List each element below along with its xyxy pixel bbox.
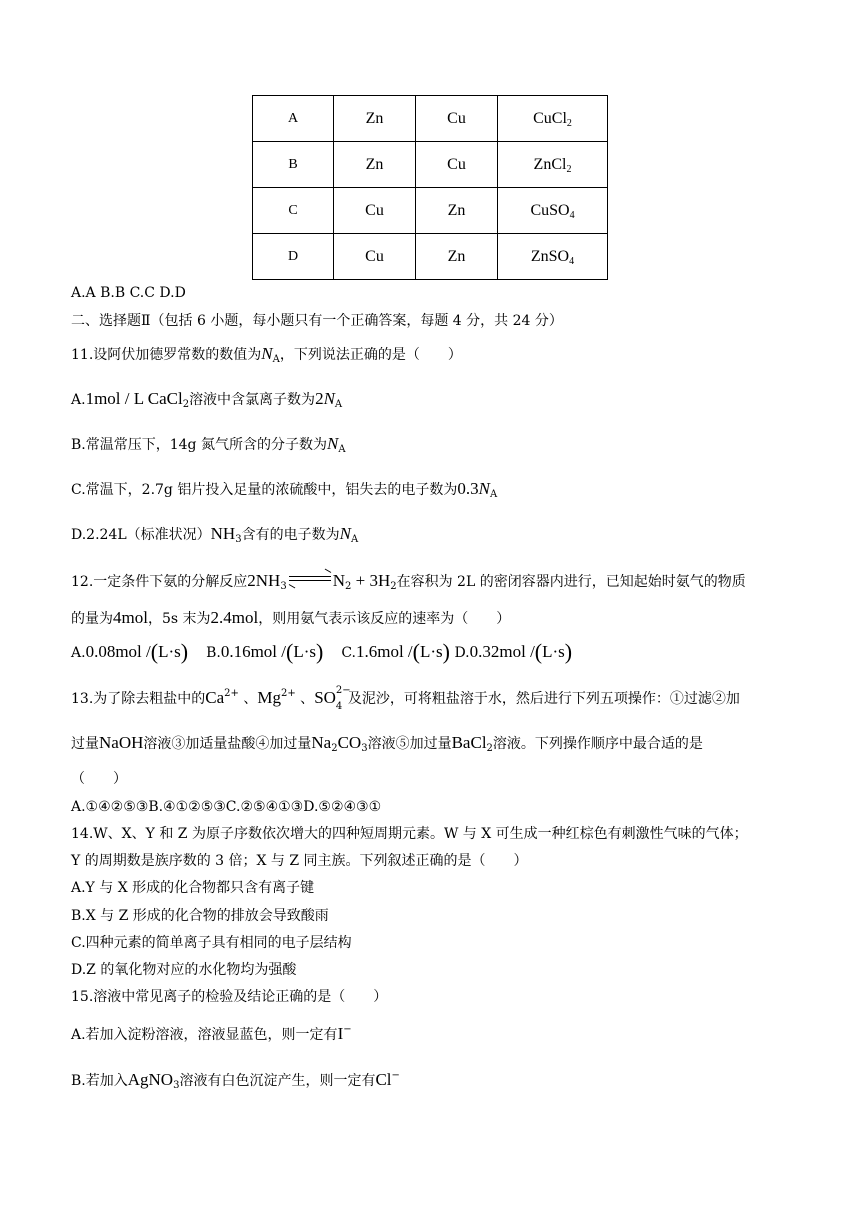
question-15-option-b: B.若加入AgNO$_3$溶液有白色沉淀产生，则一定有Cl−: [71, 1070, 400, 1091]
table-cell: CuSO$_4$: [498, 188, 608, 234]
question-15-stem: 15.溶液中常见离子的检验及结论正确的是（ ）: [71, 989, 388, 1005]
options-table: [252, 95, 608, 280]
question-12-stem-line1: 12.一定条件下氨的分解反应$2NH_3$ $N_2 + 3H_2$在容积为 2L 的密闭容器内进行，已知起始时氨气的物质: [71, 572, 746, 591]
table-cell: CuCl$_2$: [498, 96, 608, 142]
question-13-stem-line1: 13.为了除去粗盐中的$Ca^{2+}$ 、$Mg^{2+}$ 、SO 2− 4 及泥沙，可将粗盐溶于水，然后进行下列五项操作：①过滤②加: [71, 685, 740, 712]
question-11-option-a: A.1mol / L CaCl$_2$溶液中含氯离子数为$2N_A$: [71, 389, 343, 410]
question-14-option-c: C.四种元素的简单离子具有相同的电子层结构: [71, 935, 352, 951]
q10-answer-options: A.A B.B C.C D.D: [71, 285, 186, 301]
question-11-option-d: D.2.24L（标准状况）$NH_3$含有的电子数为$N_A$: [71, 524, 359, 545]
question-13-stem-line3: （ ）: [71, 771, 127, 787]
table-row: [253, 96, 608, 142]
row-label: B: [253, 142, 334, 188]
question-14-stem-line1: 14.W、X、Y 和 Z 为原子序数依次增大的四种短周期元素。W 与 X 可生成一种红棕色有刺激性气味的气体；: [71, 826, 748, 842]
table-cell: Cu: [416, 142, 498, 188]
table-cell: Cu: [416, 96, 498, 142]
question-11-option-c: C.常温下，2.7g 铝片投入足量的浓硫酸中，铝失去的电子数为$0.3N_A$: [71, 479, 498, 500]
table-row: [253, 142, 608, 188]
row-label: C: [253, 188, 334, 234]
table-cell: Cu: [334, 188, 416, 234]
row-label: D: [253, 234, 334, 280]
table-cell: Zn: [334, 96, 416, 142]
question-14-option-b: B.X 与 Z 形成的化合物的排放会导致酸雨: [71, 908, 329, 924]
question-13-options: A.①④②⑤③B.④①②⑤③C.②⑤④①③D.⑤②④③①: [71, 799, 382, 815]
table-cell: ZnSO$_4$: [498, 234, 608, 280]
table-cell: Zn: [334, 142, 416, 188]
table-cell: ZnCl$_2$: [498, 142, 608, 188]
question-14-option-a: A.Y 与 X 形成的化合物都只含有离子键: [71, 880, 315, 896]
row-label: A: [253, 96, 334, 142]
question-15-option-a: A.若加入淀粉溶液，溶液显蓝色，则一定有I−: [71, 1024, 352, 1043]
table-cell: Zn: [416, 188, 498, 234]
table-row: [253, 234, 608, 280]
question-13-stem-line2: 过量NaOH溶液③加适量盐酸④加过量$Na_2CO_3$溶液⑤加过量BaCl$_2$溶液。下列操作顺序中最合适的是: [71, 733, 703, 754]
table-cell: Cu: [334, 234, 416, 280]
table-row: [253, 188, 608, 234]
question-11-option-b: B.常温常压下，14g 氮气所含的分子数为$N_A$: [71, 434, 346, 455]
question-12-options: A.0.08mol /(L·s) B.0.16mol /(L·s) C.1.6mol /(L·s) D.0.32mol /(L·s): [71, 639, 573, 664]
table-cell: Zn: [416, 234, 498, 280]
reversible-arrow-icon: [289, 574, 331, 584]
section-heading: 二、选择题Ⅱ（包括 6 小题，每小题只有一个正确答案，每题 4 分，共 24 分）: [71, 313, 563, 329]
question-11-stem: 11.设阿伏加德罗常数的数值为$N_A$，下列说法正确的是（ ）: [71, 344, 462, 365]
question-14-option-d: D.Z 的氧化物对应的水化物均为强酸: [71, 962, 297, 978]
question-12-stem-line2: 的量为4mol，5s 末为2.4mol，则用氨气表示该反应的速率为（ ）: [71, 608, 511, 627]
question-14-stem-line2: Y 的周期数是族序数的 3 倍；X 与 Z 同主族。下列叙述正确的是（ ）: [71, 853, 528, 869]
